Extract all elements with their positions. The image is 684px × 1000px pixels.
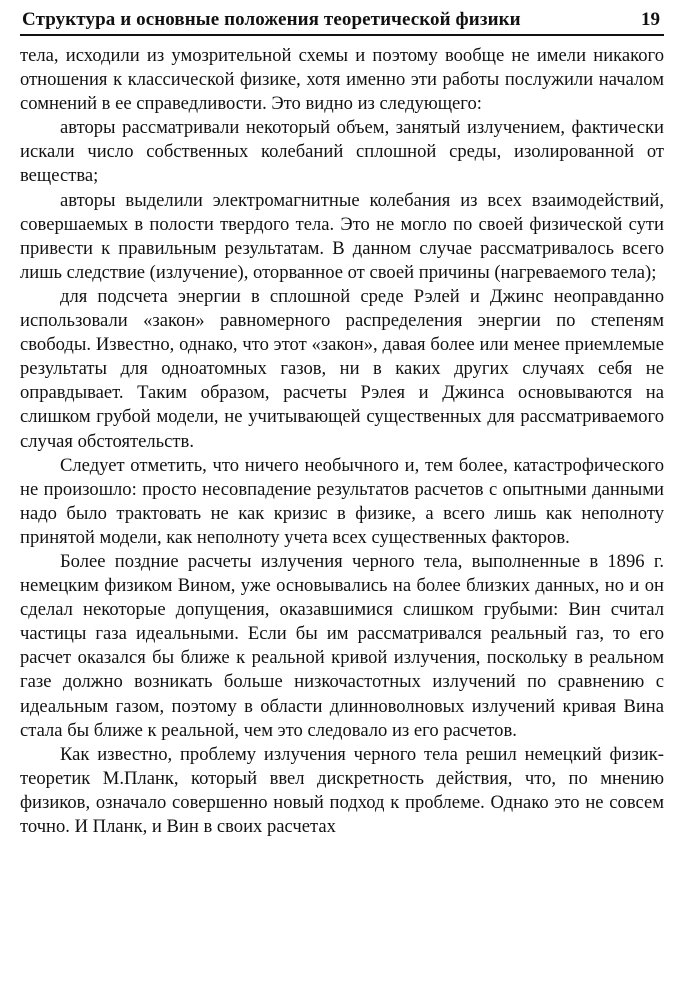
running-header bbox=[20, 6, 664, 36]
book-page bbox=[20, 0, 664, 1000]
chapter-title: Структура и основные положения теоретической физики bbox=[22, 9, 521, 30]
list-item-paragraph: авторы рассматривали некоторый объем, занятый излучением, фактически искали число собственных колебаний сплошной среды, изолированной от вещества; bbox=[20, 117, 664, 187]
paragraph: Следует отметить, что ничего необычного и, тем более, катастрофического не произошло: просто несовпадение результатов расчетов с опытными данными надо было трактовать не как кризис в физике, а всего лишь как неполноту принятой модели, как неполноту учета всех существенных факторов. bbox=[20, 454, 664, 548]
list-item-paragraph: для подсчета энергии в сплошной среде Рэлей и Джинс неоправданно использовали «закон» равномерного распределения энергии по степеням свободы. Известно, однако, что этот «закон», давая более или менее приемлемые результаты для одноатомных газов, ни в каких других случаях себя не оправдывает. Таким образом, расчеты Рэлея и Джинса основываются на слишком грубой модели, не учитывающей существенных для рассматриваемого случая обстоятельств. bbox=[20, 285, 664, 452]
body-text bbox=[20, 44, 664, 839]
paragraph: Как известно, проблему излучения черного тела решил немецкий физик-теоретик М.Планк, который ввел дискретность действия, что, по мнению физиков, означало совершенно новый подход к проблеме. Однако это не совсем точно. И Планк, и Вин в своих расчетах bbox=[20, 743, 664, 837]
paragraph: Более поздние расчеты излучения черного тела, выполненные в 1896 г. немецким физиком Вином, уже основывались на более близких данных, но и он сделал некоторые допущения, оказавшимися слишком грубыми: Вин считал частицы газа идеальными. Если бы им рассматривался реальный газ, то его расчет оказался бы ближе к реальной кривой излучения, поскольку в реальном газе должно возникать больше низкочастотных излучений по сравнению с идеальным газом, поэтому в области длинноволновых излучений кривая Вина стала бы ближе к реальной, чем это следовало из его расчетов. bbox=[20, 550, 664, 741]
list-item-paragraph: авторы выделили электромагнитные колебания из всех взаимодействий, совершаемых в полости твердого тела. Это не могло по своей физической сути привести к правильным результатам. В данном случае рассматривалось всего лишь следствие (излучение), оторванное от своей причины (нагреваемого тела); bbox=[20, 189, 664, 283]
paragraph-continuation: тела, исходили из умозрительной схемы и поэтому вообще не имели никакого отношения к классической физике, хотя именно эти работы послужили началом сомнений в ее справедливости. Это видно из следующего: bbox=[20, 45, 664, 115]
page-number: 19 bbox=[641, 9, 660, 30]
